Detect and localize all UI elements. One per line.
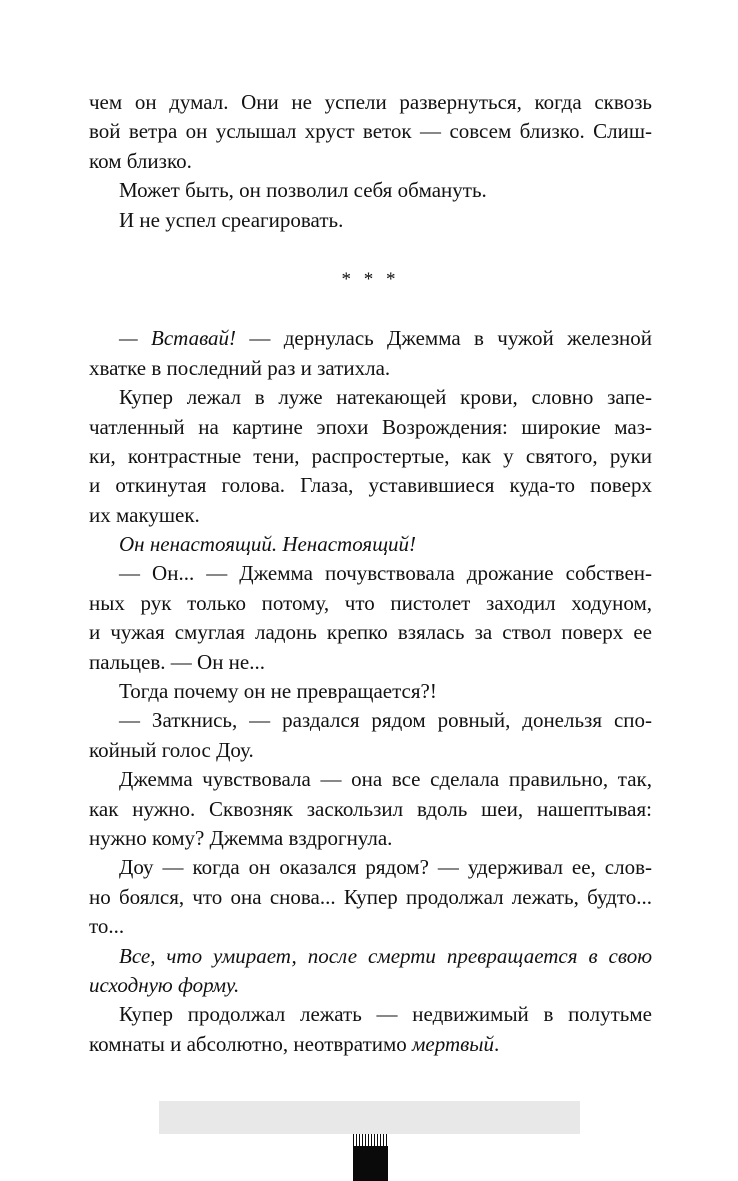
text-line: хватке в последний раз и затихла. [89, 355, 391, 380]
text-line: — Заткнись, — раздался рядом ровный, донельзя спо- [119, 708, 652, 733]
text-line [89, 971, 652, 1000]
text-line: вой ветра он услышал хруст веток — совсем близко. Слиш- [89, 119, 652, 144]
text-line: койный голос Доу. [89, 737, 254, 762]
text-line: Купер продолжал лежать — недвижимый в полутьме [119, 1002, 652, 1027]
text-span: . [493, 1031, 500, 1056]
italic-text: Он ненастоящий. Ненастоящий! [119, 532, 417, 557]
text-line [89, 1030, 652, 1059]
text-line: чатленный на картине эпохи Возрождения: широкие маз- [89, 414, 652, 439]
text-line: ком близко. [89, 148, 192, 173]
italic-text: исходную форму. [89, 972, 240, 997]
section-separator: * * * [341, 268, 400, 290]
text-line: ных рук только потому, что пистолет заходил ходуном, [89, 590, 652, 615]
footer-bar [159, 1101, 580, 1134]
text-line: — Он... — Джемма почувствовала дрожание собствен- [119, 561, 652, 586]
text-line: Джемма чувствовала — она все сделала правильно, так, [119, 767, 652, 792]
text-line: то... [89, 914, 125, 939]
text-line: чем он думал. Они не успели развернуться, когда сквозь [89, 90, 652, 114]
text-line: И не успел среагировать. [119, 207, 344, 232]
italic-text: Все, что умирает, после смерти превращается в свою [119, 943, 652, 968]
text-line [89, 942, 652, 971]
text-line: пальцев. — Он не... [89, 649, 265, 674]
text-line: Тогда почему он не превращается?! [119, 679, 437, 704]
text-line: Доу — когда он оказался рядом? — удерживал ее, слов- [119, 855, 652, 880]
text-line: и откинутая голова. Глаза, уставившиеся куда-то поверх [89, 473, 652, 498]
text-line: нужно кому? Джемма вздрогнула. [89, 825, 393, 850]
book-page [89, 88, 652, 1059]
text-line: но боялся, что она снова... Купер продолжал лежать, будто... [89, 884, 652, 909]
page-edge-mark [353, 1134, 388, 1181]
text-line [89, 324, 652, 353]
italic-text: мертвый [412, 1031, 494, 1056]
text-span: комнаты и абсолютно, неотвратимо [89, 1031, 413, 1056]
text-span: — дернулась Джемма в чужой железной [236, 326, 652, 351]
page-edge-fringe [353, 1134, 388, 1146]
text-line: Может быть, он позволил себя обмануть. [119, 178, 487, 203]
text-line: Купер лежал в луже натекающей крови, словно запе- [119, 385, 652, 410]
text-line: и чужая смуглая ладонь крепко взялась за ствол поверх ее [89, 620, 652, 645]
text-line: их макушек. [89, 502, 200, 527]
text-line [89, 530, 652, 559]
text-line: как нужно. Сквозняк заскользил вдоль шеи, нашептывая: [89, 796, 652, 821]
italic-text: — Вставай! [119, 326, 237, 351]
text-line: ки, контрастные тени, распростертые, как у святого, руки [89, 443, 652, 468]
